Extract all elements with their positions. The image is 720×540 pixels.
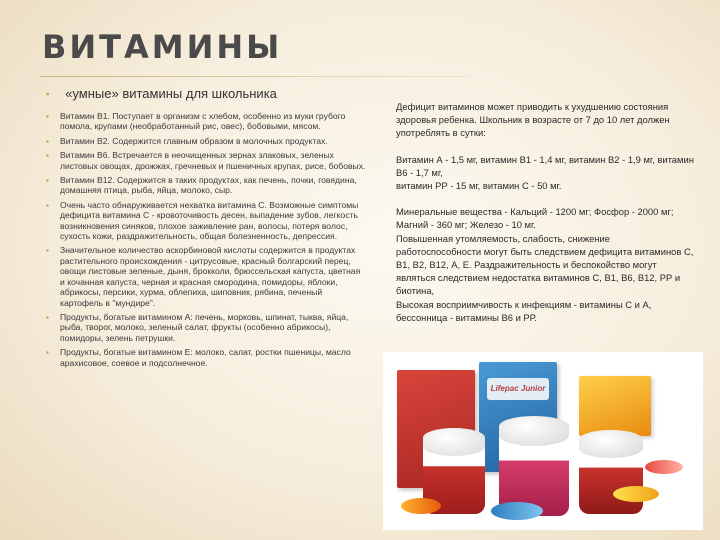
right-paragraph: Повышенная утомляемость, слабость, снижение работоспособности могут быть следствием дефицита витаминов С, В1, В2, В12, А, Е. Раздражительность и беспокойство могут являться следствием недостатка витаминов С, В1, В6, В12, РР и биотина, bbox=[396, 232, 694, 297]
toy-fish-red bbox=[645, 460, 683, 474]
toy-fish-yellow bbox=[613, 486, 659, 502]
bullet-icon: ▪ bbox=[46, 136, 49, 146]
right-paragraph: Минеральные вещества - Кальций - 1200 мг; Фосфор - 2000 мг; Магний - 360 мг; Железо - 10 мг. bbox=[396, 206, 674, 231]
list-item-text: Витамин В2. Содержится главным образом в молочных продуктах. bbox=[60, 135, 328, 146]
bullet-icon: ▪ bbox=[46, 112, 49, 121]
left-column bbox=[46, 86, 366, 372]
paragraph-gap bbox=[396, 192, 696, 205]
subtitle: «умные» витамины для школьника bbox=[65, 86, 277, 101]
list-item bbox=[46, 150, 366, 171]
list-item bbox=[46, 111, 366, 132]
list-item-text: Очень часто обнаруживается нехватка витамина С. Возможные симптомы дефицита витамина С - кровоточивость десен, выпадение зубов, легкость возникновения синяков, плохое заживление ран, волосы, потеря волос, сухость кожи, раздражительность, общая болезненность, депрессия. bbox=[60, 199, 359, 242]
toy-fish-blue bbox=[491, 502, 543, 520]
jar-lid bbox=[423, 428, 485, 456]
subtitle-row bbox=[46, 86, 366, 101]
right-paragraph: Витамин А - 1,5 мг, витамин В1 - 1,4 мг, витамин В2 - 1,9 мг, витамин В6 - 1,7 мг, bbox=[396, 153, 694, 178]
jar-lid bbox=[499, 416, 569, 446]
list-item-text: Продукты, богатые витамином Е: молоко, салат, ростки пшеницы, масло арахисовое, соевое и подсолнечное. bbox=[60, 347, 351, 368]
bullet-icon: ▪ bbox=[46, 348, 49, 358]
right-paragraph: Дефицит витаминов может приводить к ухудшению состояния здоровья ребенка. Школьник в возрасте от 7 до 10 лет должен употреблять в сутки: bbox=[396, 101, 670, 139]
list-item bbox=[46, 200, 366, 242]
bullet-icon: ▪ bbox=[46, 88, 50, 99]
product-box-label bbox=[487, 378, 549, 400]
title-divider bbox=[40, 76, 470, 77]
bullet-icon: ▪ bbox=[46, 246, 49, 256]
list-item bbox=[46, 347, 366, 368]
list-item-text: Значительное количество аскорбиновой кислоты содержится в продуктах растительного происхождения - цитрусовые, красный болгарский перец, овощи листовые зеленые, дыня, брокколи, брюссельская капуста, цветная и кочанная капуста, черная и красная смородина, помидоры, яблоки, абрикосы, персики, хурма, облепиха, шиповник, рябина, печеный картофель в "мундире". bbox=[60, 245, 361, 308]
list-item bbox=[46, 312, 366, 343]
list-item-text: Витамин В1. Поступает в организм с хлебом, особенно из муки грубого помола, крупами (необработанный рис, овес), бобовыми, мясом. bbox=[60, 111, 346, 132]
right-text-block bbox=[396, 100, 696, 324]
paragraph-gap bbox=[396, 140, 696, 153]
slide-title: ВИТАМИНЫ bbox=[42, 28, 283, 66]
list-item bbox=[46, 136, 366, 146]
toy-fish-orange bbox=[401, 498, 441, 514]
list-item bbox=[46, 175, 366, 196]
bullet-list bbox=[46, 111, 366, 368]
product-box-orange bbox=[579, 376, 651, 436]
product-photo bbox=[383, 352, 703, 530]
bullet-icon: ▪ bbox=[46, 200, 49, 210]
list-item-text: Продукты, богатые витамином А: печень, морковь, шпинат, тыква, яйца, рыба, творог, молоко, зеленый салат, фрукты (особенно абрикосы), помидоры, зелень петрушки. bbox=[60, 311, 349, 343]
bullet-icon: ▪ bbox=[46, 312, 49, 322]
list-item bbox=[46, 245, 366, 307]
jar-lid bbox=[579, 430, 643, 458]
bullet-icon: ▪ bbox=[46, 176, 49, 186]
list-item-text: Витамин В6. Встречается в неочищенных зернах злаковых, зеленых листовых овощах, дрожжах, гречневых и пшеничных крупах, рисе, бобовых. bbox=[60, 150, 366, 171]
right-paragraph: витамин РР - 15 мг, витамин С - 50 мг. bbox=[396, 180, 562, 192]
list-item-text: Витамин В12. Содержится в таких продуктах, как печень, почки, говядина, домашняя птица, рыба, яйца, молоко, сыр. bbox=[60, 175, 357, 196]
product-brand: Lifepac Junior bbox=[490, 384, 546, 393]
bullet-icon: ▪ bbox=[46, 151, 49, 161]
right-paragraph: Высокая восприимчивость к инфекциям - витамины С и А, бессонница - витамины В6 и РР. bbox=[396, 298, 652, 323]
